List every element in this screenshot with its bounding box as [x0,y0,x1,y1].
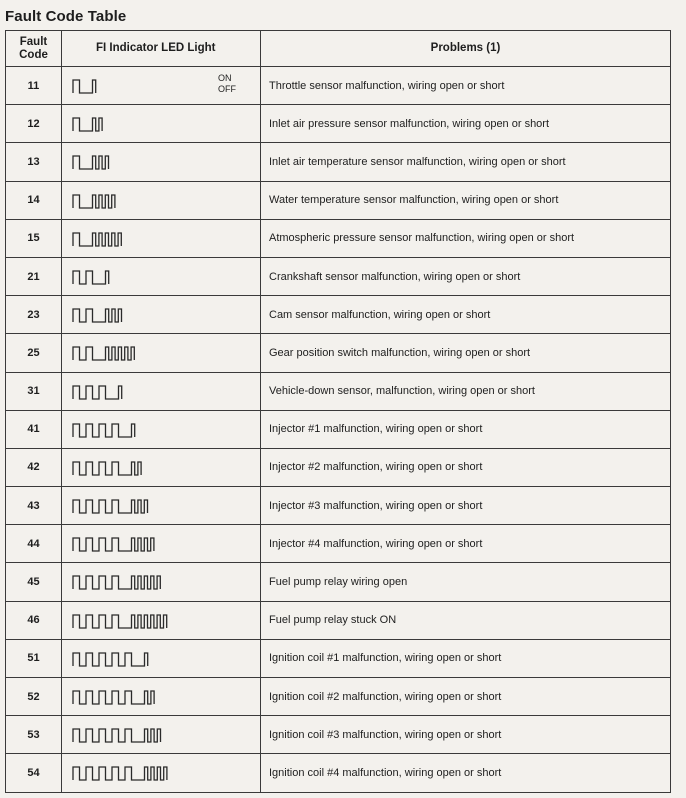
problem-description-cell: Cam sensor malfunction, wiring open or short [261,296,671,334]
table-row [6,601,671,639]
led-pattern-cell [62,334,261,372]
led-pattern-cell [62,448,261,486]
table-row [6,143,671,181]
led-blink-waveform-icon [73,536,263,552]
table-row [6,754,671,792]
led-blink-waveform-icon [73,307,263,323]
legend-off-label: OFF [218,84,236,94]
fault-code-cell: 11 [6,67,62,105]
fault-code-cell: 42 [6,448,62,486]
led-pattern-cell [62,639,261,677]
problem-description-cell: Throttle sensor malfunction, wiring open or short [261,67,671,105]
problem-description-cell: Ignition coil #4 malfunction, wiring open or short [261,754,671,792]
led-pattern-cell [62,754,261,792]
table-row [6,334,671,372]
header-problems: Problems (1) [261,31,671,67]
table-row [6,487,671,525]
led-blink-waveform-icon [73,613,263,629]
table-header-row [6,31,671,67]
table-row [6,410,671,448]
problem-description-cell: Atmospheric pressure sensor malfunction, wiring open or short [261,219,671,257]
led-blink-waveform-icon [73,651,263,667]
fault-code-cell: 53 [6,716,62,754]
led-pattern-cell [62,257,261,295]
header-fault-code-line2: Code [19,48,48,61]
table-row [6,563,671,601]
fault-code-cell: 52 [6,678,62,716]
problem-description-cell: Injector #3 malfunction, wiring open or short [261,487,671,525]
led-blink-waveform-icon [73,345,263,361]
led-pattern-cell [62,143,261,181]
table-row [6,525,671,563]
led-pattern-cell [62,296,261,334]
led-pattern-cell [62,716,261,754]
table-row [6,67,671,105]
problem-description-cell: Gear position switch malfunction, wiring open or short [261,334,671,372]
fault-code-cell: 25 [6,334,62,372]
led-blink-waveform-icon [73,193,263,209]
led-blink-waveform-icon [73,116,263,132]
fault-code-cell: 44 [6,525,62,563]
header-fault-code [6,31,62,67]
led-blink-waveform-icon [73,727,263,743]
fault-code-table [5,30,671,793]
led-pattern-cell [62,410,261,448]
led-blink-waveform-icon [73,422,263,438]
led-blink-waveform-icon [73,269,263,285]
legend-on-label: ON [218,73,232,83]
fault-code-cell: 41 [6,410,62,448]
on-off-legend [218,73,236,95]
fault-code-cell: 31 [6,372,62,410]
problem-description-cell: Vehicle-down sensor, malfunction, wiring open or short [261,372,671,410]
led-pattern-cell [62,181,261,219]
fault-code-cell: 13 [6,143,62,181]
led-blink-waveform-icon [73,460,263,476]
table-row [6,716,671,754]
fault-code-cell: 23 [6,296,62,334]
fault-code-cell: 21 [6,257,62,295]
problem-description-cell: Fuel pump relay wiring open [261,563,671,601]
led-blink-waveform-icon [73,384,263,400]
led-pattern-cell [62,563,261,601]
problem-description-cell: Fuel pump relay stuck ON [261,601,671,639]
problem-description-cell: Ignition coil #1 malfunction, wiring open or short [261,639,671,677]
fault-code-cell: 51 [6,639,62,677]
fault-code-cell: 43 [6,487,62,525]
led-pattern-cell [62,372,261,410]
table-row [6,181,671,219]
problem-description-cell: Injector #2 malfunction, wiring open or short [261,448,671,486]
fault-code-cell: 12 [6,105,62,143]
problem-description-cell: Inlet air pressure sensor malfunction, wiring open or short [261,105,671,143]
problem-description-cell: Injector #1 malfunction, wiring open or short [261,410,671,448]
led-pattern-cell [62,601,261,639]
problem-description-cell: Water temperature sensor malfunction, wiring open or short [261,181,671,219]
led-blink-waveform-icon [73,689,263,705]
led-pattern-cell [62,525,261,563]
table-row [6,448,671,486]
led-pattern-cell [62,219,261,257]
problem-description-cell: Ignition coil #3 malfunction, wiring open or short [261,716,671,754]
header-led-light: FI Indicator LED Light [62,31,261,67]
problem-description-cell: Ignition coil #2 malfunction, wiring open or short [261,678,671,716]
page-title: Fault Code Table [5,8,127,25]
led-blink-waveform-icon [73,154,263,170]
header-fault-code-line1: Fault [19,35,48,48]
table-body [6,67,671,793]
table-row [6,219,671,257]
problem-description-cell: Injector #4 malfunction, wiring open or short [261,525,671,563]
led-blink-waveform-icon [73,231,263,247]
led-pattern-cell [62,487,261,525]
problem-description-cell: Crankshaft sensor malfunction, wiring open or short [261,257,671,295]
fault-code-cell: 46 [6,601,62,639]
table-row [6,678,671,716]
fault-code-cell: 54 [6,754,62,792]
led-blink-waveform-icon [73,498,263,514]
led-pattern-cell [62,67,261,105]
table-row [6,105,671,143]
led-pattern-cell [62,678,261,716]
fault-code-cell: 14 [6,181,62,219]
fault-code-cell: 15 [6,219,62,257]
problem-description-cell: Inlet air temperature sensor malfunction, wiring open or short [261,143,671,181]
led-blink-waveform-icon [73,574,263,590]
table-row [6,639,671,677]
led-blink-waveform-icon [73,765,263,781]
led-pattern-cell [62,105,261,143]
table-row [6,296,671,334]
table-row [6,372,671,410]
fault-code-cell: 45 [6,563,62,601]
table-row [6,257,671,295]
